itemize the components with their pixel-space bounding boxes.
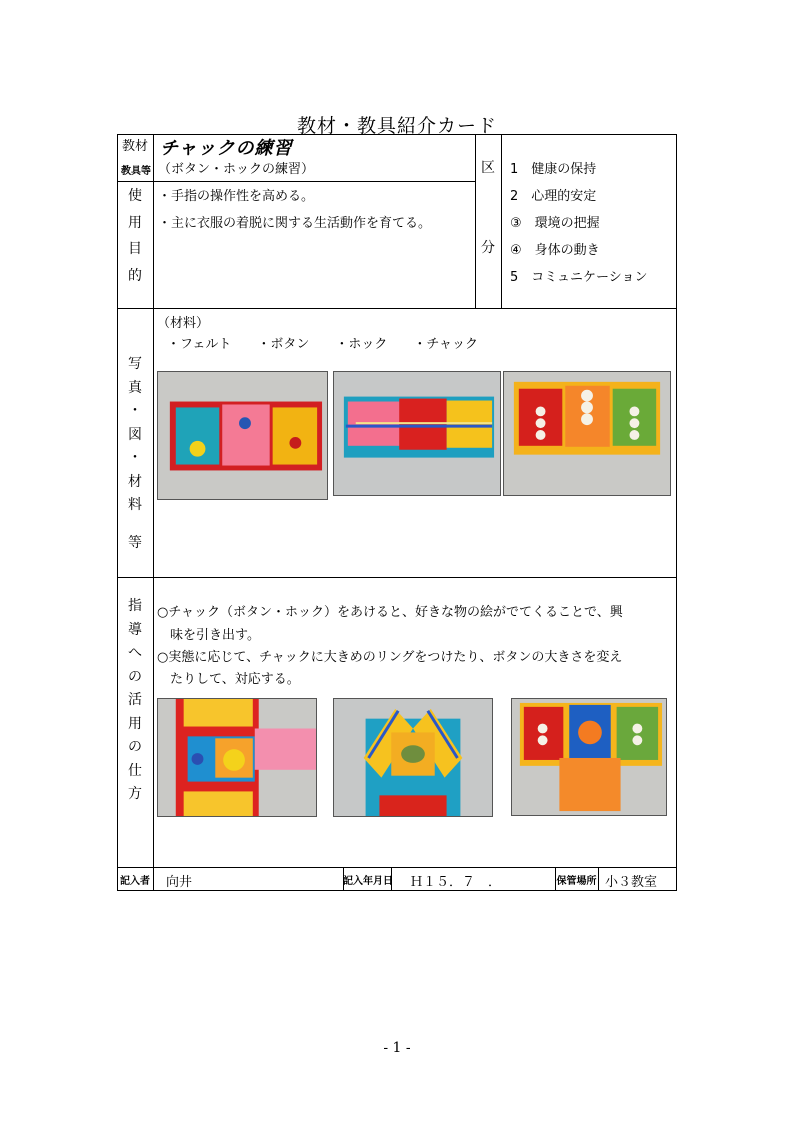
category-item: 5 コミュニケーション (510, 270, 648, 285)
column-divider (598, 867, 599, 891)
category-item: ④ 身体の動き (510, 243, 600, 258)
page-title: 教材・教具紹介カード (296, 115, 497, 137)
date-value: Ｈ１５．７ ． (410, 875, 502, 890)
felt-buttons-photo (157, 371, 328, 500)
purpose-line: ・主に衣服の着脱に関する生活動作を育てる。 (158, 216, 432, 231)
materials-label: 写 真 ・ 図 ・ 材 料 (128, 356, 142, 513)
location-label: 保管場所 (556, 876, 597, 887)
zipper-jacket-photo (333, 698, 493, 817)
purpose-line: ・手指の操作性を高める。 (158, 189, 315, 204)
author-label: 記入者 (120, 876, 150, 887)
author-value: 向井 (166, 875, 193, 890)
purpose-label: 使 用 目 的 (128, 188, 142, 284)
category-item: 2 心理的安定 (510, 189, 597, 204)
felt-hooks-photo (503, 371, 671, 496)
category-label: 区 (481, 160, 495, 176)
materials-heading: （材料） (157, 316, 210, 331)
guidance-line: 味を引き出す。 (157, 628, 260, 643)
guidance-label: 指 導 へ の 活 用 の 仕 方 (128, 598, 142, 802)
category-item: 1 健康の保持 (510, 162, 597, 177)
category-item: ③ 環境の把握 (510, 216, 600, 231)
column-divider (153, 867, 154, 891)
guidance-line: ○実態に応じて、チャックに大きめのリングをつけたり、ボタンの大きさを変え (157, 650, 623, 665)
row-divider (117, 308, 677, 309)
location-value: 小３教室 (605, 875, 658, 890)
materials-items: ・フェルト ・ボタン ・ホック ・チャック (167, 337, 478, 352)
materials-label-last: 等 (128, 535, 142, 551)
felt-zipper-photo (333, 371, 501, 496)
cat-picture-photo (157, 698, 317, 817)
material-subtitle: （ボタン・ホックの練習） (158, 162, 315, 177)
page-number: - 1 - (383, 1040, 411, 1056)
row-divider (117, 867, 677, 868)
material-name: チャックの練習 (160, 138, 293, 159)
row-divider (117, 181, 475, 182)
category-label: 分 (481, 240, 495, 256)
ring-hook-photo (511, 698, 667, 816)
date-label: 記入年月日 (343, 876, 393, 887)
material-label: 教材 (121, 139, 148, 154)
guidance-line: たりして、対応する。 (157, 672, 300, 687)
column-divider (153, 134, 154, 867)
row-divider (117, 577, 677, 578)
guidance-line: ○チャック（ボタン・ホック）をあけると、好きな物の絵がでてくることで、興 (157, 605, 623, 620)
material-label-sub: 教具等 (121, 166, 151, 177)
column-divider (501, 134, 502, 308)
